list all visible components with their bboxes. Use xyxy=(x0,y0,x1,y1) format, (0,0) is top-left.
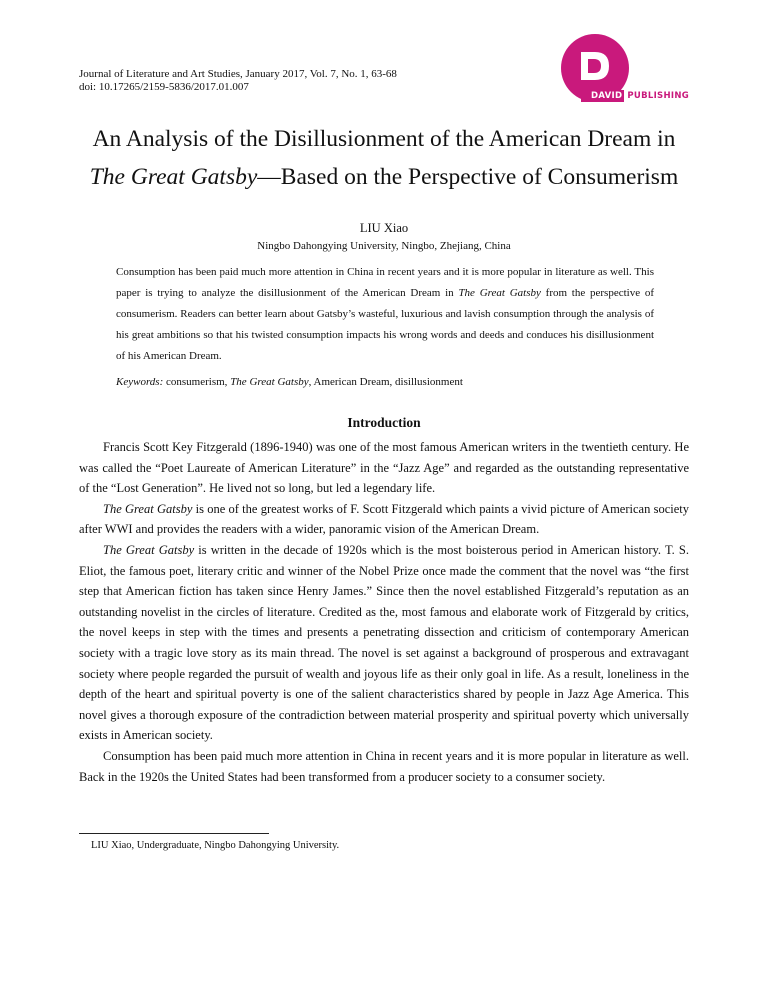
paragraph-2-text: is one of the greatest works of F. Scott Fitzgerald which paints a vivid picture of American society after WWI and provides the readers with a wider, panoramic vision of the American Dream. xyxy=(79,501,689,537)
logo-wordmark xyxy=(581,90,689,103)
author-affiliation: Ningbo Dahongying University, Ningbo, Zhejiang, China xyxy=(257,240,511,252)
footnote-divider xyxy=(79,833,269,834)
paragraph-3-text: is written in the decade of 1920s which is the most boisterous period in American history. T. S. Eliot, the famous poet, literary critic and winner of the Nobel Prize once made the comment that the novel was “the first step that American fiction has taken since Henry James.” Since then the novel established Fitzgerald’s reputation as an outstanding novelist in the circles of literature. Credited as the, most famous and elaborate work of Fitzgerald by critics, the novel keeps in step with the times and presents a penetrating dissection and criticism of contemporary American society with a tragic love story as its main thread. The novel is set against a background of prosperous and extravagant society where people regarded the pursuit of wealth and joyous life as their only goal in life. As a result, loneliness in the depth of the heart and spiritual poverty is one of the salient characteristics shared by people in Jazz Age America. This novel gives a thorough exposure of the contradiction between material prosperity and spiritual poverty which universally exists in American society. xyxy=(79,542,689,743)
abstract-text-1: Consumption has been paid much more attention in China in recent years and it is more popular in literature as well. This paper is trying to analyze the disillusionment of the American Dream in xyxy=(116,266,654,299)
section-heading-introduction: Introduction xyxy=(347,415,421,430)
paragraph-2-book-name: The Great Gatsby xyxy=(103,501,193,516)
title-book-name: The Great Gatsby xyxy=(89,164,258,190)
footnote: LIU Xiao, Undergraduate, Ningbo Dahongying University. xyxy=(91,840,340,851)
paper-title-line-1: An Analysis of the Disillusionment of the American Dream in xyxy=(92,126,676,152)
abstract xyxy=(116,262,654,367)
abstract-text-2: from the perspective of consumerism. Readers can better learn about Gatsby’s wasteful, luxurious and lavish consumption through the analysis of his great ambitions so that his twisted consumption impacts his wrong words and deeds and conduces his disillusionment of his American Dream. xyxy=(116,286,655,362)
keywords-text-1: consumerism, xyxy=(163,376,231,388)
logo-text-publishing: PUBLISHING xyxy=(627,91,690,101)
journal-header xyxy=(79,68,397,94)
paragraph-1: Francis Scott Key Fitzgerald (1896-1940) was one of the most famous American writers in the twentieth century. He was called the “Poet Laureate of American Literature” in the “Jazz Age” and regarded as the outstanding representative of the “Lost Generation”. He lived not so long, but led a legendary life. xyxy=(79,440,689,496)
paper-title-line-2 xyxy=(0,162,768,192)
keywords xyxy=(116,376,463,388)
author-name: LIU Xiao xyxy=(359,221,409,235)
body-text xyxy=(79,437,689,787)
publisher-logo xyxy=(561,34,695,104)
title-subtitle: —Based on the Perspective of Consumerism xyxy=(257,164,679,190)
doi: doi: 10.17265/2159-5836/2017.01.007 xyxy=(79,81,249,93)
keywords-book-name: The Great Gatsby xyxy=(230,376,309,388)
paragraph-3-book-name: The Great Gatsby xyxy=(103,542,195,557)
keywords-label: Keywords: xyxy=(116,376,164,388)
paragraph-3 xyxy=(79,540,689,746)
abstract-book-name: The Great Gatsby xyxy=(458,286,541,299)
keywords-text-2: , American Dream, disillusionment xyxy=(308,376,463,388)
journal-citation: Journal of Literature and Art Studies, January 2017, Vol. 7, No. 1, 63-68 xyxy=(79,68,397,80)
paragraph-4: Consumption has been paid much more attention in China in recent years and it is more popular in literature as well. Back in the 1920s the United States had been transformed from a producer society to a consumer society. xyxy=(79,748,689,784)
logo-text-david: DAVID xyxy=(581,90,624,102)
paragraph-2 xyxy=(79,499,689,540)
